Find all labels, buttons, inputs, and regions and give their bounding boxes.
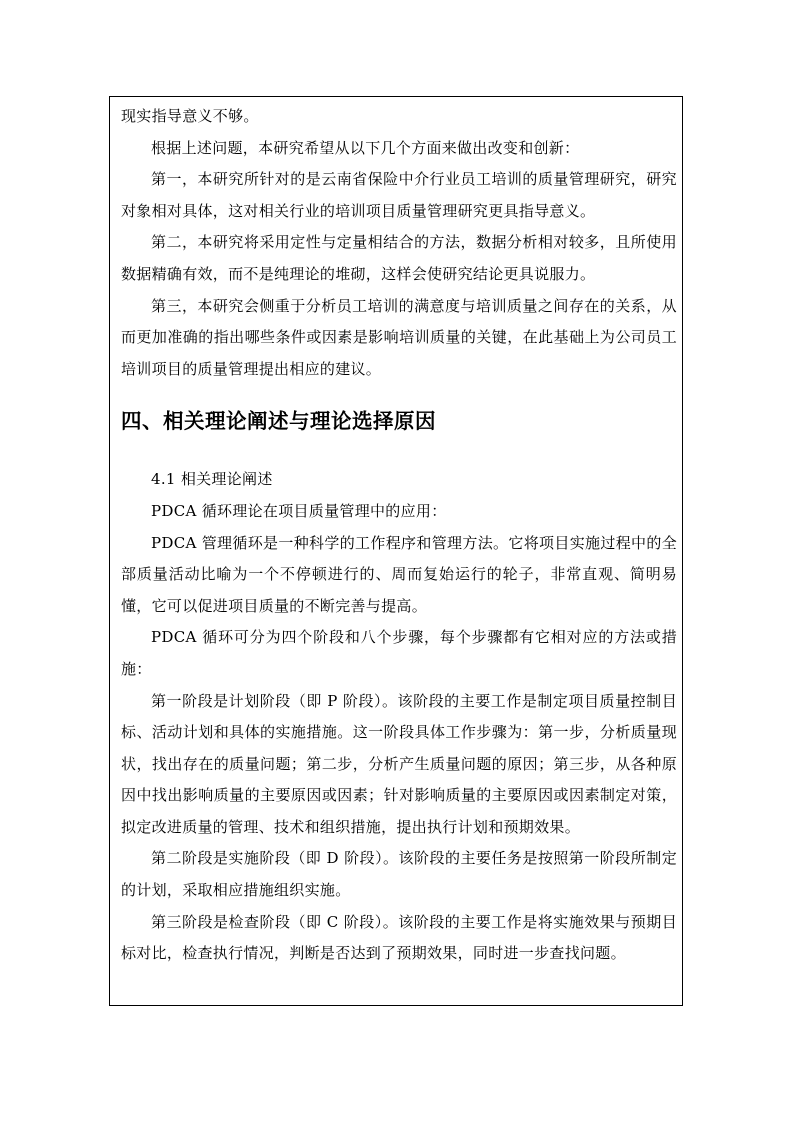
paragraph-pdca-stages: PDCA 循环可分为四个阶段和八个步骤，每个步骤都有它相对应的方法或措施： xyxy=(121,628,677,678)
subsection-heading: 4.1 相关理论阐述 xyxy=(151,470,273,489)
paragraph-innovation-third: 第三，本研究会侧重于分析员工培训的满意度与培训质量之间存在的关系，从而更加准确的指出哪些条件或因素是影响培训质量的关键，在此基础上为公司员工培训项目的质量管理提出相应的建议。 xyxy=(121,296,677,378)
paragraph-stage-do: 第二阶段是实施阶段（即 D 阶段）。该阶段的主要任务是按照第一阶段所制定的计划，采取相应措施组织实施。 xyxy=(121,849,677,900)
paragraph-intro-innovation: 根据上述问题，本研究希望从以下几个方面来做出改变和创新： xyxy=(151,138,580,157)
paragraph-pdca-definition: PDCA 管理循环是一种科学的工作程序和管理方法。它将项目实施过程中的全部质量活动比喻为一个不停顿进行的、周而复始运行的轮子，非常直观、简明易懂，它可以促进项目质量的不断完善与提高。 xyxy=(121,533,677,615)
section-heading: 四、相关理论阐述与理论选择原因 xyxy=(121,409,436,434)
paragraph-stage-check: 第三阶段是检查阶段（即 C 阶段）。该阶段的主要工作是将实施效果与预期目标对比，检查执行情况，判断是否达到了预期效果，同时进一步查找问题。 xyxy=(121,912,677,963)
paragraph-continuation: 现实指导意义不够。 xyxy=(121,107,259,125)
paragraph-pdca-application: PDCA 循环理论在项目质量管理中的应用： xyxy=(151,501,447,520)
paragraph-stage-plan: 第一阶段是计划阶段（即 P 阶段）。该阶段的主要工作是制定项目质量控制目标、活动计划和具体的实施措施。这一阶段具体工作步骤为：第一步，分析质量现状，找出存在的质量问题；第二步，分析产生质量问题的原因；第三步，从各种原因中找出影响质量的主要原因或因素；针对影响质量的主要原因或因素制定对策，拟定改进质量的管理、技术和组织措施，提出执行计划和预期效果。 xyxy=(121,691,677,836)
document-body xyxy=(121,101,677,970)
paragraph-innovation-first: 第一，本研究所针对的是云南省保险中介行业员工培训的质量管理研究，研究对象相对具体，这对相关行业的培训项目质量管理研究更具指导意义。 xyxy=(121,170,677,220)
paragraph-innovation-second: 第二，本研究将采用定性与定量相结合的方法，数据分析相对较多，且所使用数据精确有效，而不是纯理论的堆砌，这样会使研究结论更具说服力。 xyxy=(121,233,677,283)
